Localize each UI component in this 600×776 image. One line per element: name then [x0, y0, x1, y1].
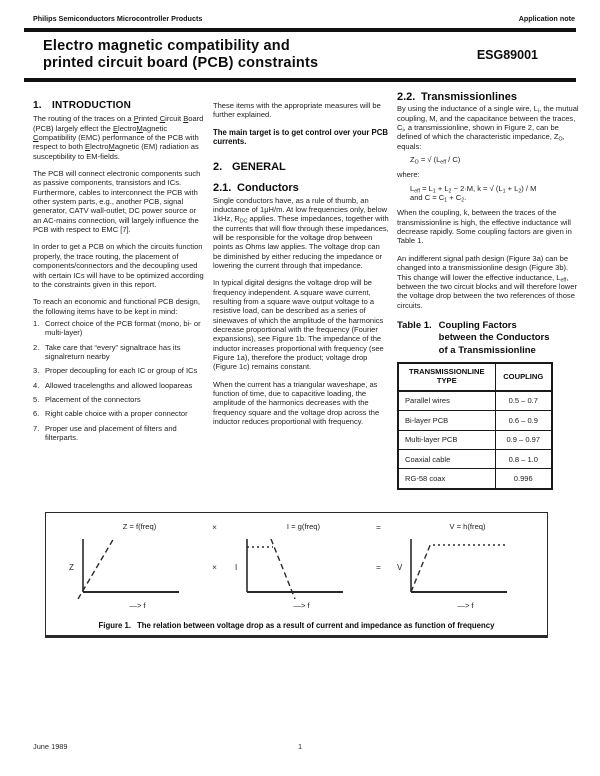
- section-number: 1.: [33, 100, 42, 111]
- column-general: [213, 93, 389, 434]
- body-columns: [0, 82, 600, 500]
- figure-label: Figure 1.: [98, 621, 132, 630]
- emphasis-paragraph: The main target is to get control over your PCB currents.: [213, 127, 389, 147]
- list-item: 1. Correct choice of the PCB format (mono, bi- or multi-layer): [33, 318, 201, 338]
- equation-impedance: $Z_O$ = √ $(L_{eff} / C)$: [410, 155, 461, 166]
- list-item: 6. Right cable choice with a proper connector: [33, 409, 188, 419]
- document-number: ESG89001: [476, 48, 538, 62]
- section-title: Conductors: [237, 182, 299, 195]
- list-item: 7. Proper use and placement of filters and filterparts.: [33, 423, 177, 442]
- figure-1: [45, 512, 548, 638]
- paragraph: In typical digital designs the voltage drop will be frequency independent. A square wave current, resulting from a square wave output voltage to a resistive load, can be described as a series of sinewaves of which the amplitude of the harmonics decrease proportional with the frequency (Fourier expansions), see Figure 1b. The impedance of the inductor increases proportional with frequency (see Figure 1a), therefore the product; voltage drop (Figure 1c) remains constant.: [213, 278, 384, 372]
- paragraph: When the coupling, k, between the traces of the transmissionline is high, the effective inductance will decrease rapidly. Some coupling factors are given in Table 1.: [397, 208, 572, 246]
- paragraph: To reach an economic and functional PCB design, the following items have to be kept in mind:: [33, 297, 200, 316]
- table-caption-text: Coupling Factors between the Conductors of a Transmissionline: [438, 319, 550, 356]
- page-title: [43, 38, 318, 72]
- table-label: Table 1.: [397, 319, 432, 331]
- numbered-list: [33, 319, 205, 442]
- section-title: INTRODUCTION: [52, 100, 132, 111]
- paragraph: Single conductors have, as a rule of thumb, an inductance of 1μH/m. At low frequencies only, below 1kHz, $R_{DC}$ applies. These impedances, together with the currents that will flow through these impedances, will be responsible for the voltage drop between points as Ohms law applies. The voltage drop can be diminished by either reducing the impedance or lowering the current through that impedance.: [213, 195, 389, 270]
- section-heading-transmissionlines: [397, 93, 580, 102]
- title-block: [0, 32, 600, 78]
- figure-plots: [54, 522, 539, 612]
- section-heading-introduction: [33, 101, 205, 110]
- list-item: 4. Allowed tracelengths and allowed loopareas: [33, 380, 193, 390]
- table-row: Parallel wires 0.5 – 0.7: [398, 391, 552, 411]
- plot-title-i: I = g(freq): [286, 522, 321, 531]
- plot-title-z: Z = f(freq): [122, 522, 157, 531]
- section-number: 2.1.: [213, 182, 232, 195]
- multiply-symbol: ×: [212, 522, 217, 532]
- page-number: 1: [297, 742, 303, 751]
- section-number: 2.: [213, 160, 223, 173]
- equals-symbol: =: [376, 522, 381, 532]
- paragraph: By using the inductance of a single wire, $L_i$, the mutual coupling, M, and the capacitance between the traces, $C_i$, a transmissionline, shown in Figure 2, can be defined of which the characteristic impedance, $Z_O$, equals:: [397, 104, 579, 151]
- figure-caption-text: The relation between voltage drop as a result of current and impedance as function of frequency: [137, 621, 495, 630]
- column-transmissionlines: [397, 93, 580, 490]
- list-item: 5. Placement of the connectors: [33, 394, 141, 404]
- table-header-row: [398, 363, 552, 391]
- table-caption: [397, 320, 580, 358]
- footer-date: June 1989: [33, 742, 68, 751]
- y-axis-label: I: [235, 563, 238, 572]
- equation-inductance: $L_{eff} = L_1 + L_2 - 2\cdot M$, k = √ $(L_1 + L_2) / M$ and $C = C_1 + C_2$.: [410, 183, 537, 204]
- section-title: GENERAL: [232, 160, 286, 173]
- plot-title-v: V = h(freq): [449, 522, 486, 531]
- table-row: Coaxial cable 0.8 – 1.0: [398, 450, 552, 469]
- multiply-symbol: ×: [212, 562, 217, 572]
- table-row: Multi-layer PCB 0.9 – 0.97: [398, 430, 552, 449]
- x-axis-label: —> f: [293, 601, 310, 610]
- where-label: where:: [397, 170, 420, 180]
- paragraph: These items with the appropriate measures will be further explained.: [213, 101, 381, 120]
- paragraph: An indifferent signal path design (Figure 3a) can be changed into a transmissionline design (Figure 3b). This change will lower the effective inductance, $L_{eff}$, between the two circuit blocks and will therefore lower the voltage drop between the two references of those circuits.: [397, 253, 577, 310]
- column-header: COUPLING: [495, 363, 552, 391]
- page-header: [0, 0, 600, 23]
- page-title-line1: Electro magnetic compatibility and: [43, 38, 290, 54]
- y-axis-label: Z: [69, 563, 74, 572]
- chart-current-vs-frequency: [225, 535, 368, 599]
- column-introduction: [33, 93, 205, 447]
- list-item: 3. Proper decoupling for each IC or group of ICs: [33, 366, 198, 376]
- paragraph: The routing of the traces on a Printed Circuit Board (PCB) largely effect the ElectroMagnetic Compatibility (EMC) performance of the PCB with respect to both ElectroMagnetic (EM) radiation as susceptibility to EM-fields.: [33, 114, 204, 161]
- column-header: TRANSMISSIONLINE TYPE: [398, 363, 495, 391]
- y-axis-label: V: [397, 563, 403, 572]
- section-title: Transmissionlines: [421, 91, 517, 103]
- header-left-text: Philips Semiconductors Microcontroller Products: [33, 14, 203, 23]
- x-axis-label: —> f: [129, 601, 146, 610]
- paragraph: When the current has a triangular waveshape, as function of time, due to capacitive loading, the amplitude of the harmonics decreases with the frequency square and the voltage drop across the inductor reduces proportional with frequency.: [213, 379, 380, 427]
- x-axis-label: —> f: [457, 601, 474, 610]
- equals-symbol: =: [376, 562, 381, 572]
- page-title-line2: printed circuit board (PCB) constraints: [43, 55, 319, 71]
- paragraph: The PCB will connect electronic components such as passive components, transistors and ICs. Furthermore, cables to interconnect the PCB with other system parts, e.g., another PCB, signal generator, CATV wall-outlet, DC power source or an AC-mains connection, will largely influence the PCB with respect to EMC [7].: [33, 169, 201, 235]
- coupling-factors-table: [397, 362, 553, 489]
- header-right-text: Application note: [518, 14, 575, 23]
- chart-impedance-vs-frequency: [61, 535, 204, 599]
- section-number: 2.2.: [397, 91, 416, 103]
- paragraph: In order to get a PCB on which the circuits function properly, the trace routing, the placement of components/connectors and the decoupling used with certain ICs will have to be optimized according to the constraints given in this report.: [33, 242, 204, 289]
- chart-voltage-vs-frequency: [389, 535, 532, 599]
- list-item: 2. Take care that “every” signaltrace has its signalreturn nearby: [33, 342, 181, 361]
- table-row: RG-58 coax 0.996: [398, 469, 552, 489]
- section-heading-general: [213, 160, 389, 173]
- table-row: Bi-layer PCB 0.6 – 0.9: [398, 411, 552, 430]
- section-heading-conductors: [213, 184, 389, 193]
- figure-caption: [54, 621, 539, 630]
